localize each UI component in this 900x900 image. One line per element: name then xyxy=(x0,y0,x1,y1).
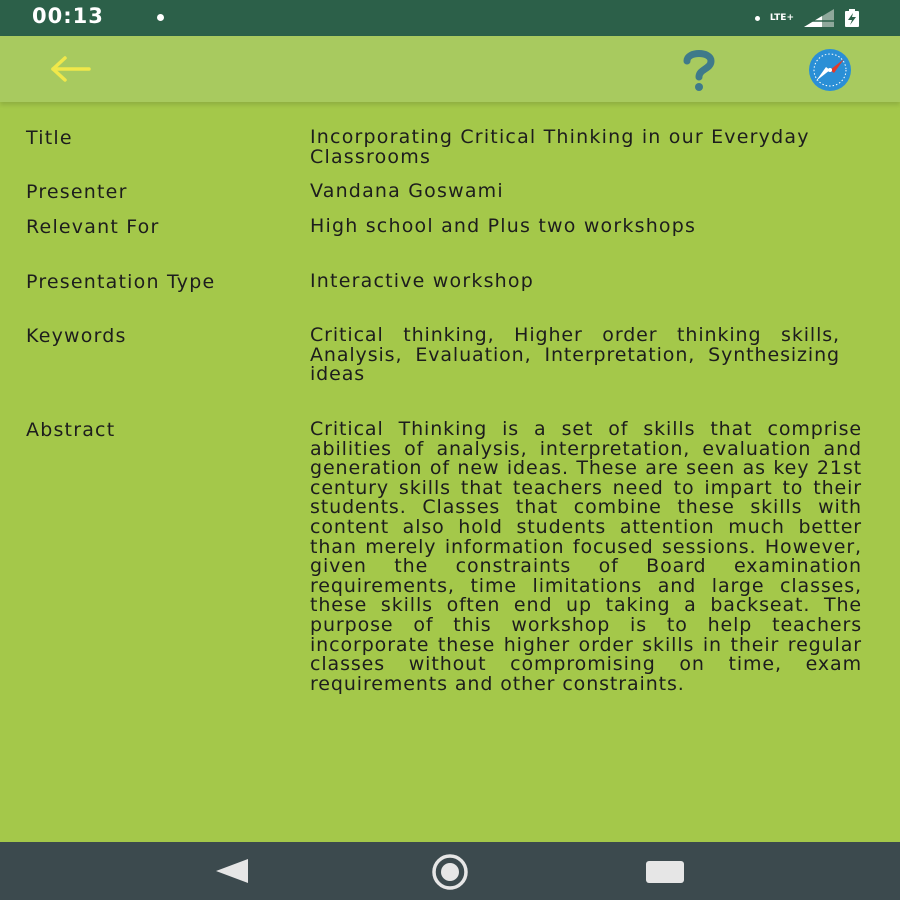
nav-recents-button[interactable] xyxy=(640,856,690,888)
status-dot-icon xyxy=(755,16,760,21)
presentation-type-value: Interactive workshop xyxy=(310,270,534,292)
status-bar xyxy=(0,0,900,36)
compass-icon xyxy=(788,47,872,93)
presenter-value: Vandana Goswami xyxy=(310,180,504,202)
notification-dot-icon xyxy=(157,14,164,21)
arrow-left-icon xyxy=(49,55,93,83)
presentation-type-label: Presentation Type xyxy=(26,271,216,293)
back-button[interactable] xyxy=(42,48,100,90)
battery-charging-icon xyxy=(844,9,860,27)
app-bar xyxy=(0,36,900,102)
title-value: Incorporating Critical Thinking in our Everyday Classrooms xyxy=(310,126,810,168)
status-icons xyxy=(755,8,860,28)
nav-home-button[interactable] xyxy=(420,852,480,892)
presentation-details xyxy=(0,102,900,842)
status-time: 00:13 xyxy=(32,4,104,28)
compass-button[interactable] xyxy=(786,46,874,94)
title-label: Title xyxy=(26,127,73,149)
abstract-value: Critical Thinking is a set of skills that comprise abilities of analysis, interpretation, evaluation and generation of new ideas. These are seen as key 21st century skills that teachers need to impart to their students. Classes that combine these skills with content also hold students attention much better than merely information focused sessions. However, given the constraints of Board examination requirements, time limitations and large classes, these skills often end up taking a backseat. The purpose of this workshop is to help teachers incorporate these higher order skills in their regular classes without compromising on time, exam requirements and other constraints. xyxy=(310,418,862,695)
question-mark-icon xyxy=(677,47,721,91)
help-button[interactable] xyxy=(670,44,728,94)
keywords-label: Keywords xyxy=(26,325,127,347)
abstract-label: Abstract xyxy=(26,419,116,441)
network-type-label: LTE+ xyxy=(769,13,794,23)
square-recents-icon xyxy=(645,859,685,885)
system-nav-bar xyxy=(0,842,900,900)
relevant-for-label: Relevant For xyxy=(26,216,160,238)
keywords-value: Critical thinking, Higher order thinking skills, Analysis, Evaluation, Interpretation, Synthesizing ideas xyxy=(310,324,840,386)
nav-back-button[interactable] xyxy=(210,856,254,886)
relevant-for-value: High school and Plus two workshops xyxy=(310,215,697,237)
signal-icon xyxy=(804,9,834,27)
triangle-back-icon xyxy=(214,858,250,884)
circle-home-icon xyxy=(422,854,478,890)
presenter-label: Presenter xyxy=(26,181,128,203)
